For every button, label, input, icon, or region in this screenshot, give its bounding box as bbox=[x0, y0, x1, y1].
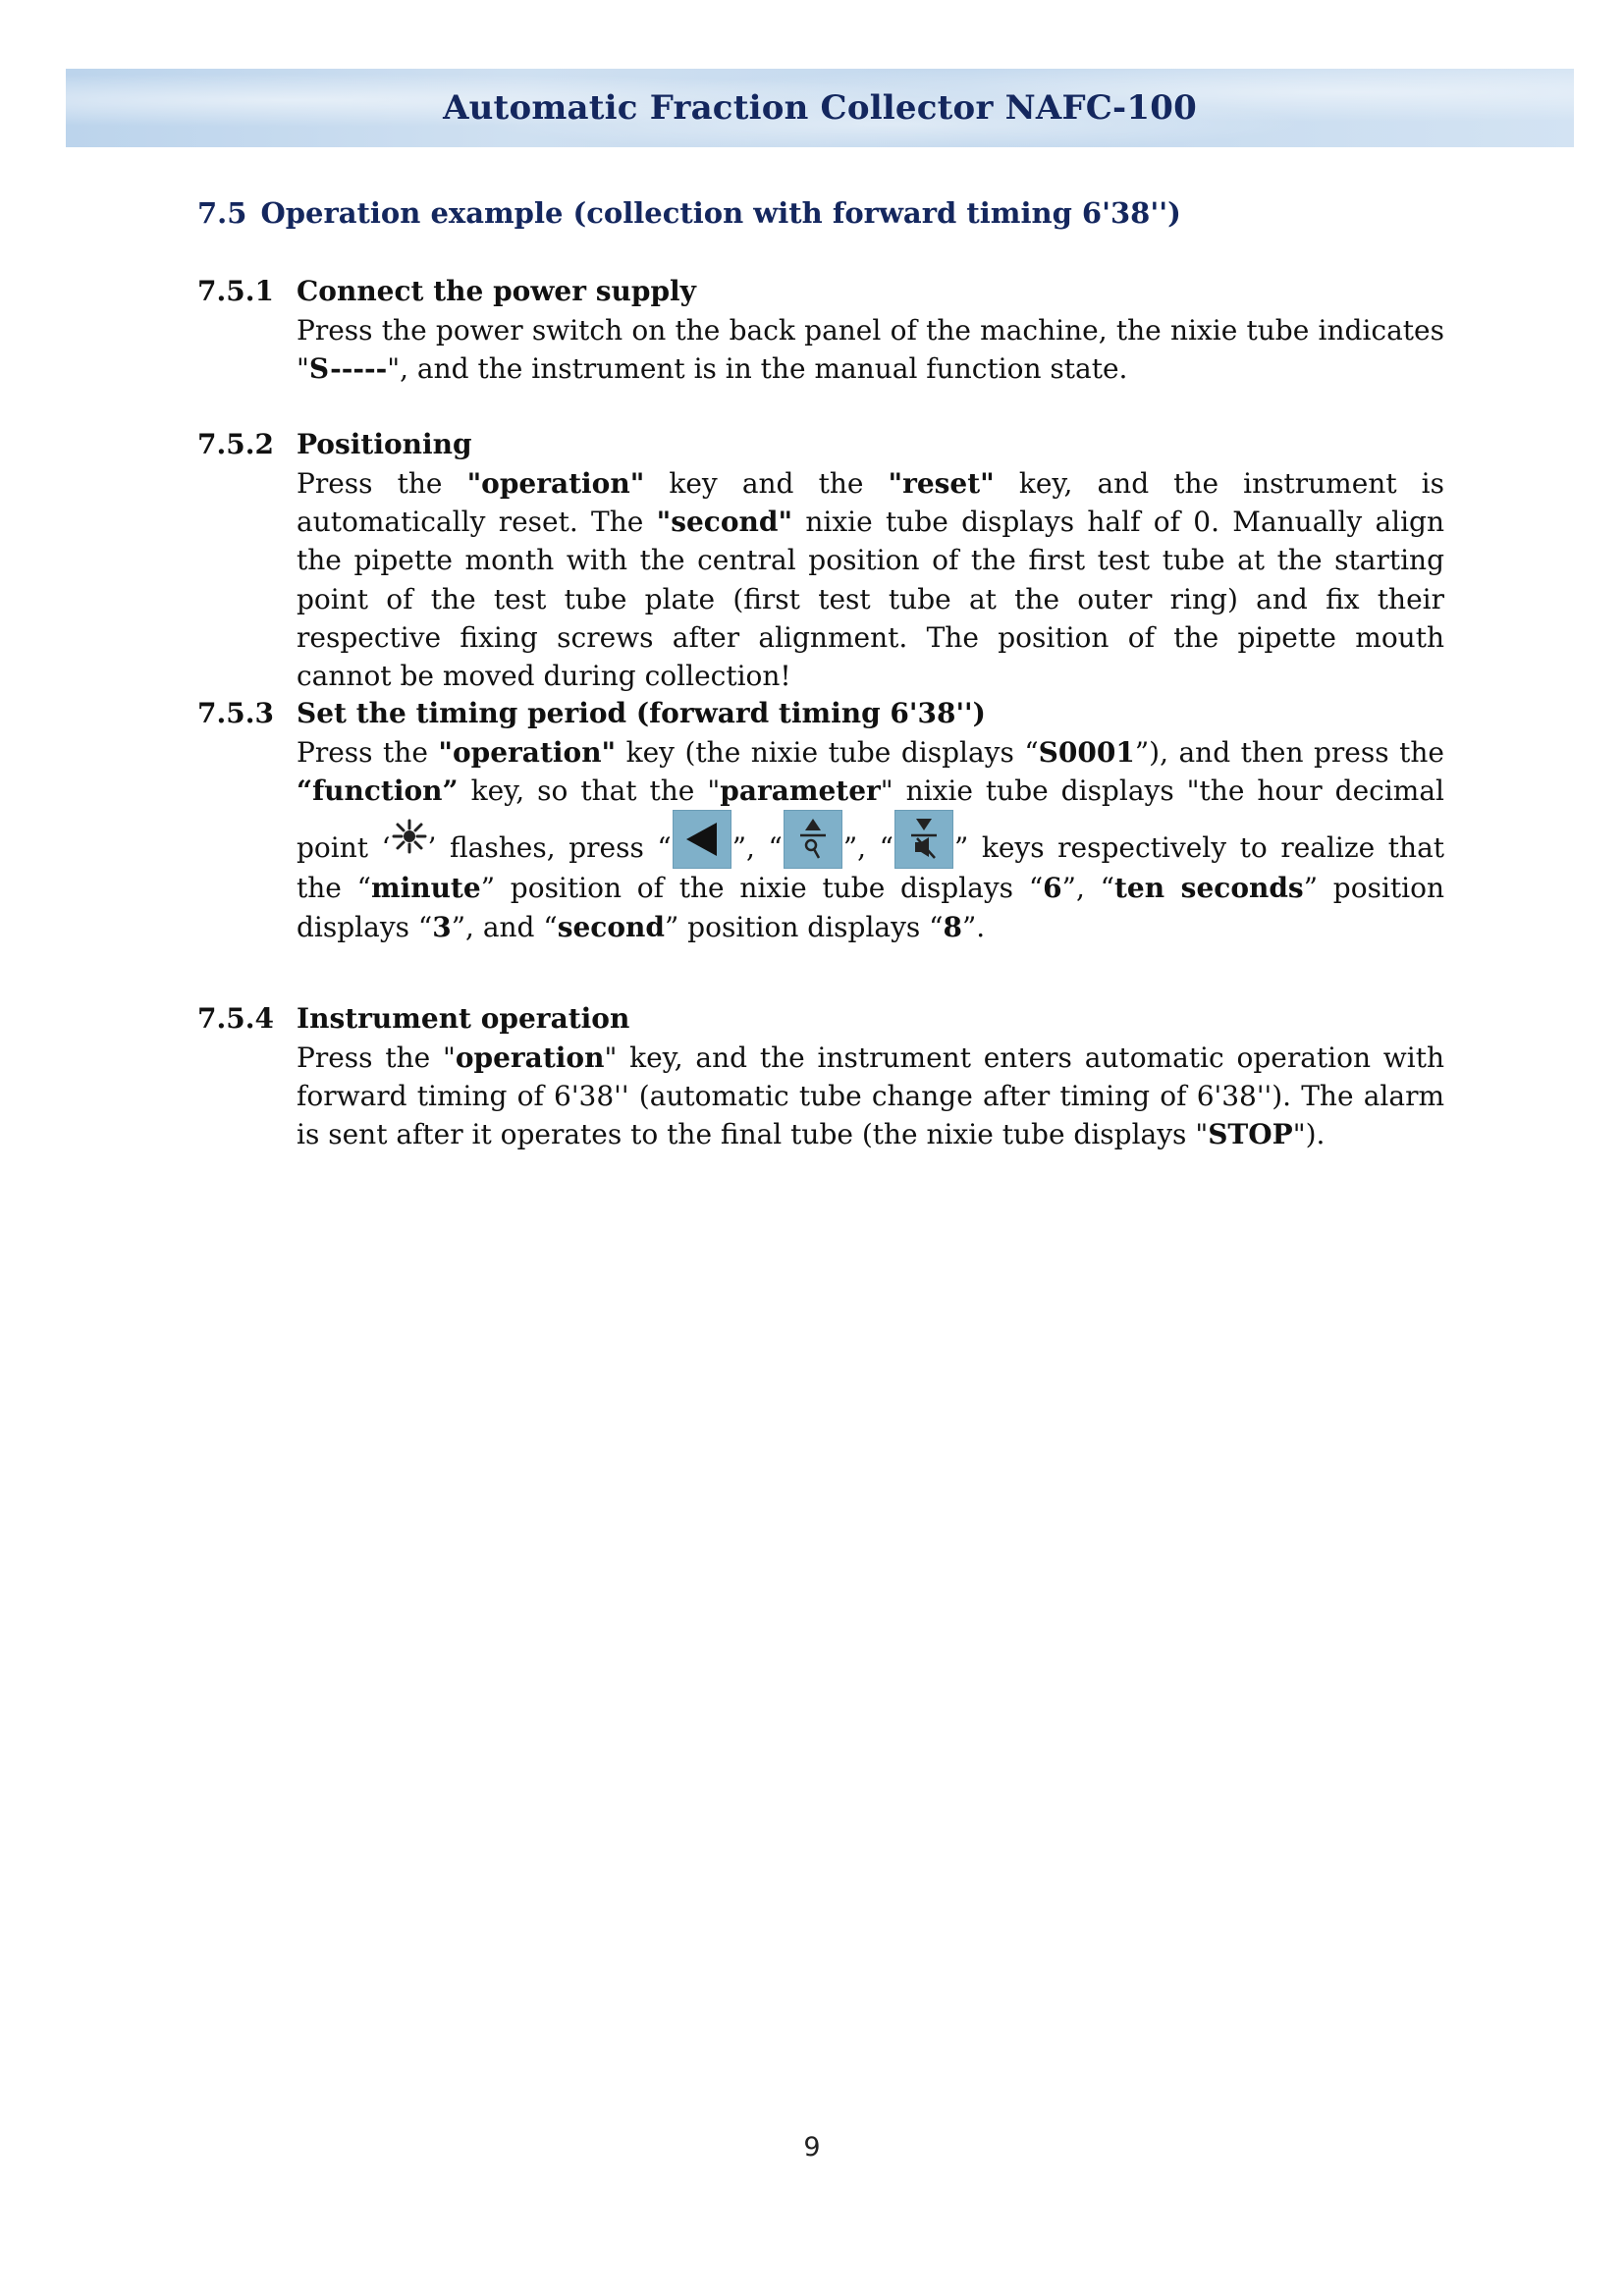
key-name: "operation" bbox=[438, 736, 617, 769]
body-text: ”, “ bbox=[1061, 872, 1114, 905]
subsection-body bbox=[297, 311, 1444, 388]
body-text: key (the nixie tube displays “ bbox=[616, 736, 1039, 769]
document-title: Automatic Fraction Collector NAFC-100 bbox=[443, 88, 1197, 128]
subsection-number: 7.5.3 bbox=[197, 697, 274, 729]
subsection-power-supply bbox=[197, 272, 1444, 388]
subsection-body bbox=[297, 464, 1444, 695]
key-name: operation bbox=[455, 1041, 605, 1074]
subsection-title: Set the timing period (forward timing 6'38'') bbox=[297, 697, 986, 729]
digit-value: 3 bbox=[432, 910, 452, 943]
body-text: Press the power switch on the back panel of the machine, the nixie tube indicates " bbox=[297, 314, 1444, 386]
body-text: Press the bbox=[297, 736, 439, 769]
key-name: "operation" bbox=[466, 467, 645, 500]
subsection-heading bbox=[197, 694, 1444, 733]
subsection-number: 7.5.4 bbox=[197, 1002, 274, 1035]
position-name: second bbox=[557, 910, 665, 943]
body-text: ”, “ bbox=[731, 831, 783, 865]
body-text: " nixie tube displays "the hour decimal point ‘ bbox=[297, 774, 1444, 865]
body-text: "). bbox=[1292, 1118, 1326, 1151]
position-name: minute bbox=[370, 872, 481, 905]
subsection-heading bbox=[197, 272, 1444, 311]
body-text: ’ flashes, press “ bbox=[427, 831, 672, 865]
subsection-number: 7.5.2 bbox=[197, 428, 274, 460]
display-code: S----- bbox=[308, 352, 388, 386]
page-number: 9 bbox=[803, 2132, 821, 2163]
subsection-title: Positioning bbox=[297, 428, 472, 460]
display-code: S0001 bbox=[1038, 736, 1135, 769]
body-text: nixie tube displays half of 0. Manually align the pipette month with the central position of the first test tube at the starting point of the test tube plate (first test tube at the outer ring) and fix their respective fixing screws after alignment. The position of the pipette mouth cannot be moved during collection! bbox=[297, 506, 1444, 693]
body-text: key, so that the " bbox=[458, 774, 721, 808]
key-name: "reset" bbox=[888, 467, 995, 500]
subsection-heading bbox=[197, 999, 1444, 1039]
body-text: Press the " bbox=[297, 1041, 456, 1074]
subsection-title: Instrument operation bbox=[297, 1002, 630, 1035]
header-banner bbox=[66, 69, 1574, 147]
body-text: ”), and then press the bbox=[1134, 736, 1444, 769]
position-name: ten seconds bbox=[1113, 872, 1304, 905]
body-text: ”. bbox=[961, 910, 986, 943]
subsection-heading bbox=[197, 425, 1444, 464]
body-text: key, and the instrument is automatically reset. The bbox=[297, 467, 1444, 539]
left-arrow-key-icon bbox=[673, 810, 731, 869]
subsection-instrument-operation bbox=[197, 999, 1444, 1154]
display-name: parameter bbox=[720, 774, 881, 808]
key-name: "second" bbox=[656, 506, 793, 539]
subsection-number: 7.5.1 bbox=[197, 275, 274, 307]
body-text: ” position displays “ bbox=[664, 910, 944, 943]
body-text: ” position displays “ bbox=[297, 872, 1445, 943]
subsection-positioning bbox=[197, 425, 1444, 695]
body-text: ” position of the nixie tube displays “ bbox=[480, 872, 1044, 905]
display-code: STOP bbox=[1208, 1118, 1293, 1151]
body-text: " key, and the instrument enters automatic operation with forward timing of 6'38'' (automatic tube change after timing of 6'38''). The alarm is sent after it operates to the final tube (the nixie tube displays " bbox=[297, 1041, 1444, 1151]
subsection-body bbox=[297, 1039, 1444, 1154]
body-text: Press the bbox=[297, 467, 467, 500]
subsection-body bbox=[297, 733, 1444, 946]
down-key-icon bbox=[894, 810, 953, 869]
decimal-point-flash-icon bbox=[391, 818, 428, 855]
subsection-timing-period bbox=[197, 694, 1444, 946]
section-title: Operation example (collection with forward timing 6'38'') bbox=[260, 196, 1181, 230]
digit-value: 8 bbox=[943, 910, 962, 943]
body-text: ”, “ bbox=[842, 831, 893, 865]
body-text: ” keys respectively to realize that the “ bbox=[297, 831, 1445, 905]
key-name: “function” bbox=[297, 774, 459, 808]
body-text: key and the bbox=[644, 467, 889, 500]
section-number: 7.5 bbox=[197, 196, 247, 230]
up-key-icon bbox=[784, 810, 842, 869]
digit-value: 6 bbox=[1043, 872, 1062, 905]
body-text: ", and the instrument is in the manual function state. bbox=[387, 352, 1128, 386]
subsection-title: Connect the power supply bbox=[297, 275, 696, 307]
body-text: ”, and “ bbox=[451, 910, 558, 943]
section-heading bbox=[197, 196, 1181, 230]
